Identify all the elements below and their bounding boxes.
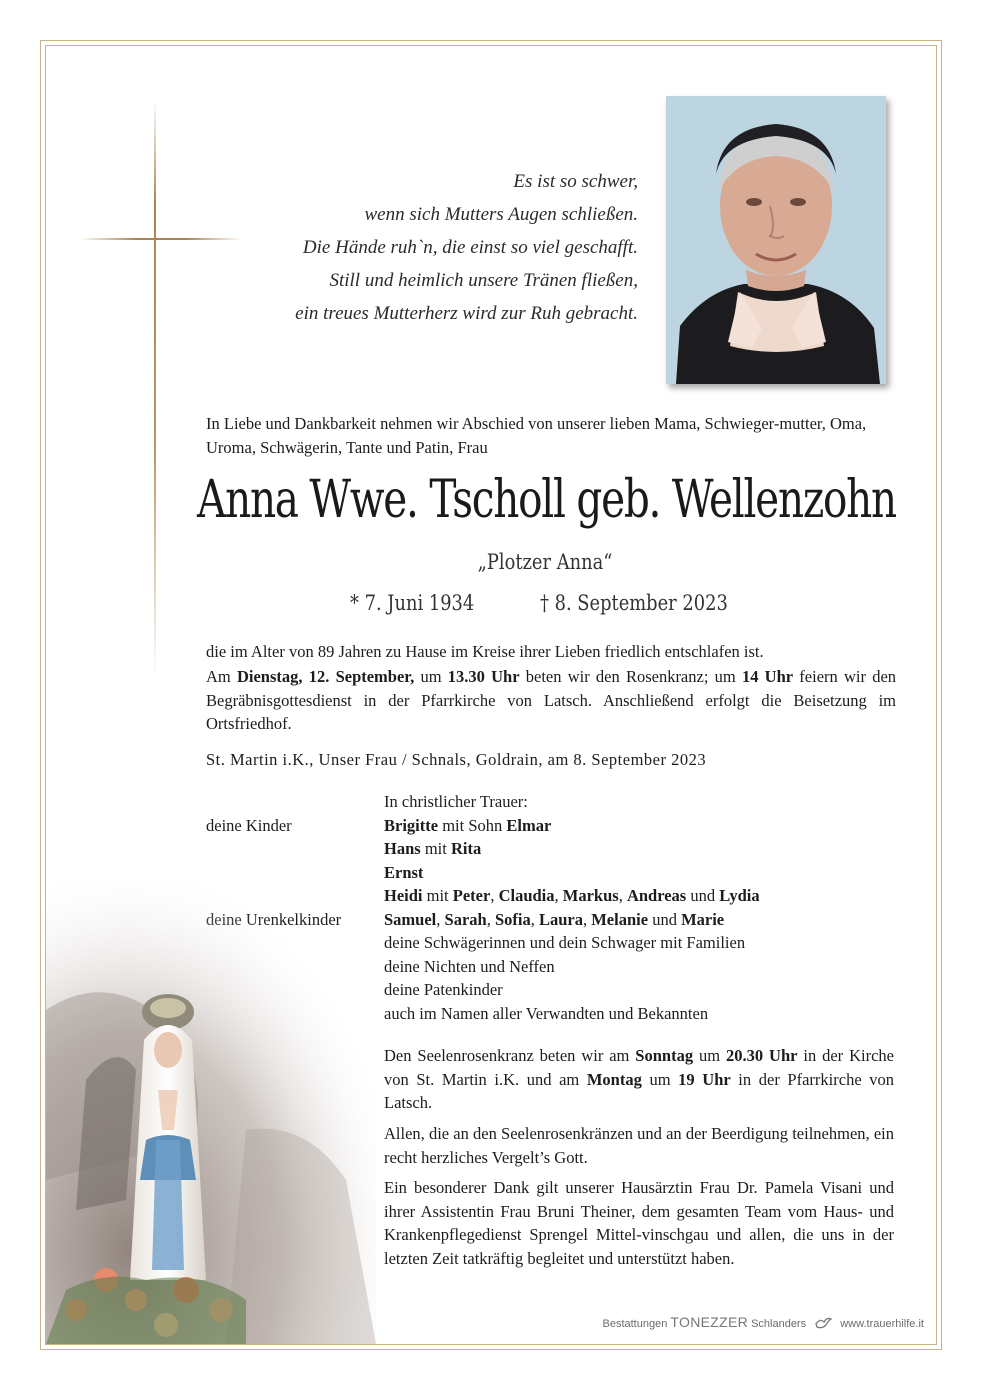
madonna-illustration (46, 880, 376, 1344)
poem (218, 165, 638, 330)
text-bold: Sarah (444, 909, 487, 929)
list-item: deine Nichten und Neffen (384, 956, 555, 976)
poem-line: Es ist so schwer, (513, 171, 638, 192)
text-bold: 13.30 Uhr (447, 667, 520, 686)
text-bold: Andreas (626, 886, 687, 905)
list-item: deine Schwägerinnen und dein Schwager mit Familien (384, 933, 746, 952)
nickname: „Plotzer Anna“ (477, 550, 613, 574)
text: und (686, 886, 720, 905)
text: in der Kirche von St. Martin i.K. und am (384, 1046, 894, 1089)
text-bold: Hans (384, 839, 421, 858)
text: mit Sohn (438, 815, 507, 835)
rosary-text (384, 1044, 894, 1115)
mourners-heading: In christlicher Trauer: (384, 792, 528, 811)
text-bold: Elmar (506, 815, 552, 835)
madonna-statue-image (46, 880, 376, 1344)
list-item (384, 884, 760, 908)
birth-date: * 7. Juni 1934 (350, 591, 475, 615)
text: , (618, 886, 627, 905)
thanks-text: Allen, die an den Seelenrosenkränzen und an der Beerdigung teilnehmen, ein recht herzliches Vergelt’s Gott. (384, 1124, 894, 1167)
text-bold: Samuel (384, 909, 437, 929)
poem-line: ein treues Mutterherz wird zur Ruh gebracht. (295, 303, 638, 324)
text: , (436, 909, 445, 929)
text-bold: Marie (681, 909, 725, 929)
text-bold: Sofia (494, 909, 531, 929)
text-bold: Markus (562, 886, 619, 905)
special-thanks-text: Ein besonderer Dank gilt unserer Hausärztin Frau Dr. Pamela Visani und ihrer Assistentin Frau Bruni Theiner, dem gesamten Team vom Haus- und Krankenpflegedienst Sprengel Mittel-vinschgau und allen, die uns in der letzten Zeit tatkräftig begleitet und unterstützt haben. (384, 1178, 894, 1268)
dove-logo-icon (814, 1316, 832, 1333)
text: , (554, 886, 563, 905)
text: Den Seelenrosenkranz beten wir am (384, 1046, 636, 1065)
portrait-photo (666, 96, 886, 384)
text-bold: 20.30 Uhr (726, 1046, 798, 1065)
list-item (384, 814, 551, 838)
deceased-name: Anna Wwe. Tscholl geb. Wellenzohn (197, 470, 896, 530)
list-item (384, 861, 423, 885)
text: Am (206, 667, 237, 686)
text: feiern wir den Begräbnisgottesdienst in der Pfarrkirche von Latsch. Anschließend erfolgt die Beisetzung im Ortsfriedhof. (206, 667, 897, 733)
text-bold: Laura (538, 909, 583, 929)
text-bold: Brigitte (384, 815, 439, 835)
text-bold: Sonntag (635, 1046, 694, 1065)
text-bold: 19 Uhr (678, 1069, 731, 1089)
footer-suffix: Schlanders (751, 1318, 807, 1330)
poem-line: wenn sich Mutters Augen schließen. (364, 204, 638, 225)
text: um (693, 1046, 726, 1065)
text-bold: Dienstag, 12. September, (236, 667, 415, 686)
text: und (648, 909, 682, 929)
text-bold: Melanie (591, 909, 649, 929)
list-item: deine Patenkinder (384, 980, 503, 999)
text: beten wir den Rosenkranz; um (519, 667, 742, 686)
text-bold: Rita (450, 839, 482, 858)
text: in der Pfarrkirche von Latsch. (384, 1069, 894, 1112)
footer-prefix: Bestattungen (602, 1318, 668, 1330)
service-text (206, 665, 896, 736)
cross-icon-vertical (154, 100, 156, 680)
footer (603, 1314, 925, 1333)
intro-text: In Liebe und Dankbarkeit nehmen wir Abschied von unserer lieben Mama, Schwieger-mutter, Oma, Uroma, Schwägerin, Tante und Patin, Frau (206, 414, 867, 457)
poem-line: Still und heimlich unsere Tränen fließen, (329, 270, 638, 291)
children-label: deine Kinder (206, 815, 292, 835)
text-bold: Claudia (498, 886, 555, 905)
portrait-image (666, 96, 886, 384)
text-bold: Lydia (719, 886, 760, 905)
text: , (486, 909, 495, 929)
death-date: † 8. September 2023 (540, 591, 728, 615)
text-bold: Heidi (384, 886, 423, 905)
list-item (384, 908, 724, 932)
text: , (490, 886, 499, 905)
text-bold: 14 Uhr (741, 667, 794, 686)
text-bold: Montag (586, 1069, 642, 1089)
text: , (582, 909, 592, 929)
footer-brand: TONEZZER (670, 1314, 748, 1330)
footer-url[interactable]: www.trauerhilfe.it (840, 1318, 924, 1330)
list-item (384, 837, 481, 861)
text: mit (422, 886, 453, 905)
text: , (530, 909, 539, 929)
text: um (414, 667, 448, 686)
age-text: die im Alter von 89 Jahren zu Hause im Kreise ihrer Lieben friedlich entschlafen ist. (206, 642, 764, 661)
text-bold: Ernst (384, 862, 424, 882)
poem-line: Die Hände ruh`n, die einst so viel geschafft. (302, 237, 638, 258)
text-bold: Peter (452, 886, 491, 905)
text: um (641, 1069, 679, 1089)
place-date: St. Martin i.K., Unser Frau / Schnals, Goldrain, am 8. September 2023 (206, 750, 707, 769)
text: mit (420, 839, 451, 858)
list-item: auch im Namen aller Verwandten und Bekannten (384, 1003, 709, 1023)
